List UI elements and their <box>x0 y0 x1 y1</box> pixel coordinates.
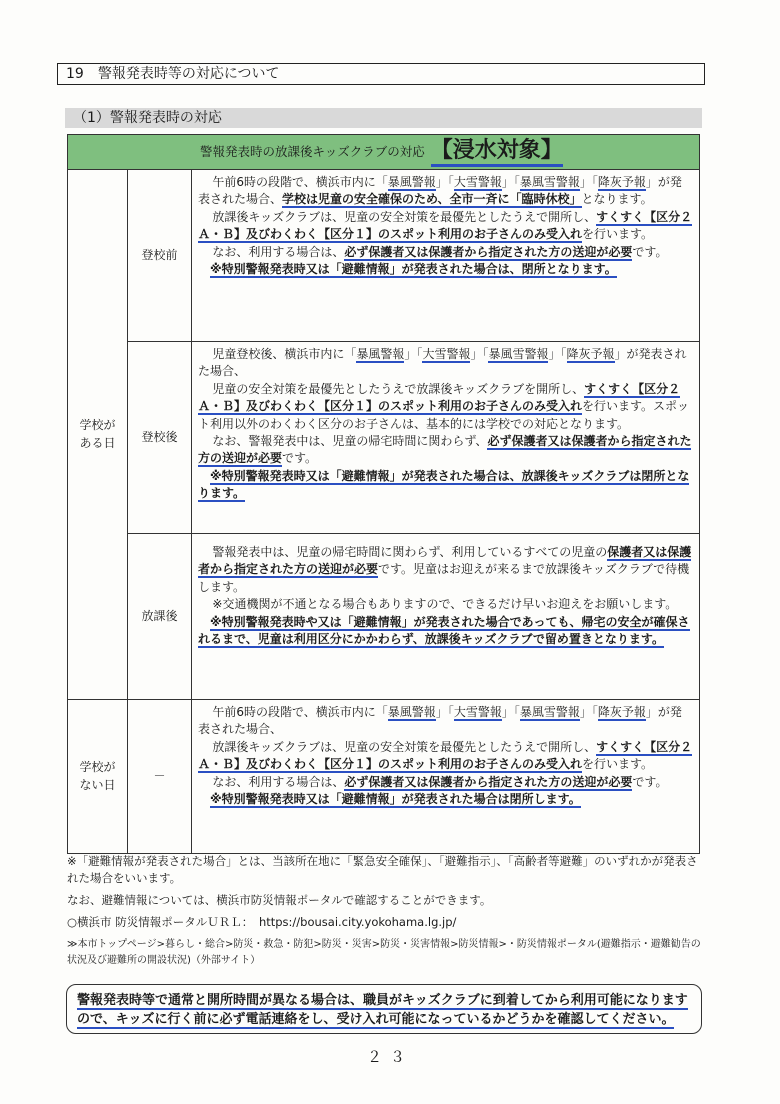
text-run: 午前6時の段階で、横浜市内に「 <box>212 705 388 719</box>
row-after-school <box>192 534 700 700</box>
period-before-school: 登校前 <box>128 170 192 342</box>
text-run: を行います。 <box>582 227 654 242</box>
text-run: すくすく【区分２Ａ・Ｂ】及びわくわく【区分１】のスポット利用のお子さんのみ受入れ <box>198 739 693 772</box>
text-run: 」「 <box>404 347 423 361</box>
paragraph <box>198 174 693 209</box>
table-header-emphasis: 【浸水対象】 <box>431 138 563 167</box>
text-run: 保護者又は保護者から指定された方の送迎が必要 <box>198 545 692 577</box>
text-run: 暴風雪警報 <box>519 705 580 719</box>
text-run: 暴風警報 <box>387 175 436 189</box>
text-run: 」「 <box>470 347 489 361</box>
text-run: です。 <box>282 451 318 466</box>
text-run: 放課後キッズクラブは、児童の安全対策を最優先としたうえで開所し、 <box>212 209 597 224</box>
text-run: 午前6時の段階で、横浜市内に「 <box>212 175 388 189</box>
row-after-arrival <box>192 342 700 534</box>
text-run: 暴風警報 <box>356 347 405 361</box>
text-run: 」が発表された場合、 <box>198 175 682 207</box>
period-none: － <box>128 700 192 854</box>
row-before-school <box>192 170 700 342</box>
text-run: 」「 <box>548 347 567 361</box>
group-school-day: 学校がある日 <box>68 170 128 700</box>
note: ※特別警報発表時又は「避難情報」が発表された場合は、放課後キッズクラブは閉所となります。 <box>198 468 690 501</box>
text-run: 」が発表された場合、 <box>198 347 687 379</box>
text-run: です。 <box>632 244 668 259</box>
paragraph <box>198 739 693 774</box>
subsection-title: （1）警報発表時の対応 <box>65 108 702 128</box>
paragraph <box>198 433 693 468</box>
text-run: 警報発表中は、児童の帰宅時間に関わらず、利用しているすべての児童の <box>212 545 608 559</box>
text-run: 児童の安全対策を最優先としたうえで放課後キッズクラブを開所し、 <box>212 381 585 396</box>
note: ※特別警報発表時又は「避難情報」が発表された場合は、閉所となります。 <box>210 262 617 277</box>
paragraph <box>198 704 693 739</box>
text-run: 児童登校後、横浜市内に「 <box>212 347 357 361</box>
table-header-text: 警報発表時の放課後キッズクラブの対応 <box>200 144 425 160</box>
text-run: 暴風雪警報 <box>488 347 549 361</box>
paragraph <box>198 774 693 791</box>
paragraph <box>198 346 693 381</box>
paragraph <box>198 244 693 261</box>
alert-response-table <box>67 134 700 854</box>
text-run: 大雪警報 <box>453 175 502 189</box>
text-run: 」「 <box>501 705 520 719</box>
period-after-arrival: 登校後 <box>128 342 192 534</box>
text-run: 暴風警報 <box>387 705 436 719</box>
text-run: を行います。スポット利用以外のわくわく区分のお子さんは、基本的には学校での対応となります。 <box>198 399 690 431</box>
notice-box <box>66 984 702 1034</box>
paragraph <box>198 209 693 244</box>
group-no-school-day: 学校がない日 <box>68 700 128 854</box>
text-run: 」「 <box>579 175 598 189</box>
text-run: 」「 <box>501 175 520 189</box>
paragraph <box>198 381 693 433</box>
footnote-evacuation-definition: ※「避難情報が発表された場合」とは、当該所在地に「緊急安全確保」、「避難指示」、「高齢者等避難」のいずれかが発表された場合をいいます。 <box>67 854 698 885</box>
text-run: 降灰予報 <box>597 175 646 189</box>
text-run: です。児童はお迎えが来るまで放課後キッズクラブで待機します。 <box>198 562 690 594</box>
text-run: 必ず保護者又は保護者から指定された方の送迎が必要 <box>344 244 633 259</box>
footnote-navigation-path: ≫本市トップページ>暮らし・総合>防災・救急・防犯>防災・災害>防災・災害情報>防災情報>・防災情報ポータル(避難指示・避難勧告の状況及び避難所の開設状況)（外部サイト） <box>67 939 701 966</box>
text-run: 暴風雪警報 <box>519 175 580 189</box>
text-run: 大雪警報 <box>422 347 471 361</box>
paragraph <box>198 596 693 613</box>
text-run: となります。 <box>581 192 653 207</box>
note: ※特別警報発表時や又は「避難情報」が発表された場合であっても、帰宅の安全が確保されるまで、児童は利用区分にかかわらず、放課後キッズクラブで留め置きとなります。 <box>198 614 690 647</box>
section-title: 19 警報発表時等の対応について <box>57 63 705 85</box>
text-run: 」「 <box>435 705 454 719</box>
note: ※特別警報発表時又は「避難情報」が発表された場合は閉所します。 <box>210 792 581 807</box>
table-header <box>68 135 700 170</box>
notice-text: 警報発表時等で通常と開所時間が異なる場合は、職員がキッズクラブに到着してから利用可能になりますので、キッズに行く前に必ず電話連絡をし、受け入れ可能になっているかどうかを確認してください。 <box>77 993 688 1027</box>
text-run: なお、利用する場合は、 <box>212 244 345 259</box>
text-run: 」「 <box>579 705 598 719</box>
text-run: 降灰予報 <box>597 705 646 719</box>
text-run: 学校は児童の安全確保のため、全市一斉に「臨時休校」 <box>282 192 582 207</box>
page-number: ２３ <box>366 1048 413 1066</box>
text-run: 大雪警報 <box>453 705 502 719</box>
footnote-portal-info: なお、避難情報については、横浜市防災情報ポータルで確認することができます。 <box>67 893 492 907</box>
text-run: 必ず保護者又は保護者から指定された方の送迎が必要 <box>198 434 692 466</box>
paragraph <box>198 544 693 596</box>
text-run: 必ず保護者又は保護者から指定された方の送迎が必要 <box>344 774 633 789</box>
text-run: なお、警報発表中は、児童の帰宅時間に関わらず、 <box>212 434 488 449</box>
row-no-school <box>192 700 700 854</box>
text-run: ※交通機関が不通となる場合もありますので、できるだけ早いお迎えをお願いします。 <box>212 597 678 612</box>
text-run: 降灰予報 <box>566 347 615 361</box>
text-run: です。 <box>632 774 668 789</box>
text-run: を行います。 <box>582 757 654 772</box>
footnote-portal-url[interactable]: ○横浜市 防災情報ポータルＵＲＬ： https://bousai.city.yokohama.lg.jp/ <box>67 915 457 929</box>
text-run: 」が発表された場合、 <box>198 705 682 737</box>
text-run: 」「 <box>435 175 454 189</box>
period-after-school: 放課後 <box>128 534 192 700</box>
text-run: すくすく【区分２Ａ・Ｂ】及びわくわく【区分１】のスポット利用のお子さんのみ受入れ <box>198 209 693 242</box>
text-run: 放課後キッズクラブは、児童の安全対策を最優先としたうえで開所し、 <box>212 739 597 754</box>
text-run: なお、利用する場合は、 <box>212 774 345 789</box>
text-run: すくすく【区分２Ａ・Ｂ】及びわくわく【区分１】のスポット利用のお子さんのみ受入れ <box>198 381 681 414</box>
